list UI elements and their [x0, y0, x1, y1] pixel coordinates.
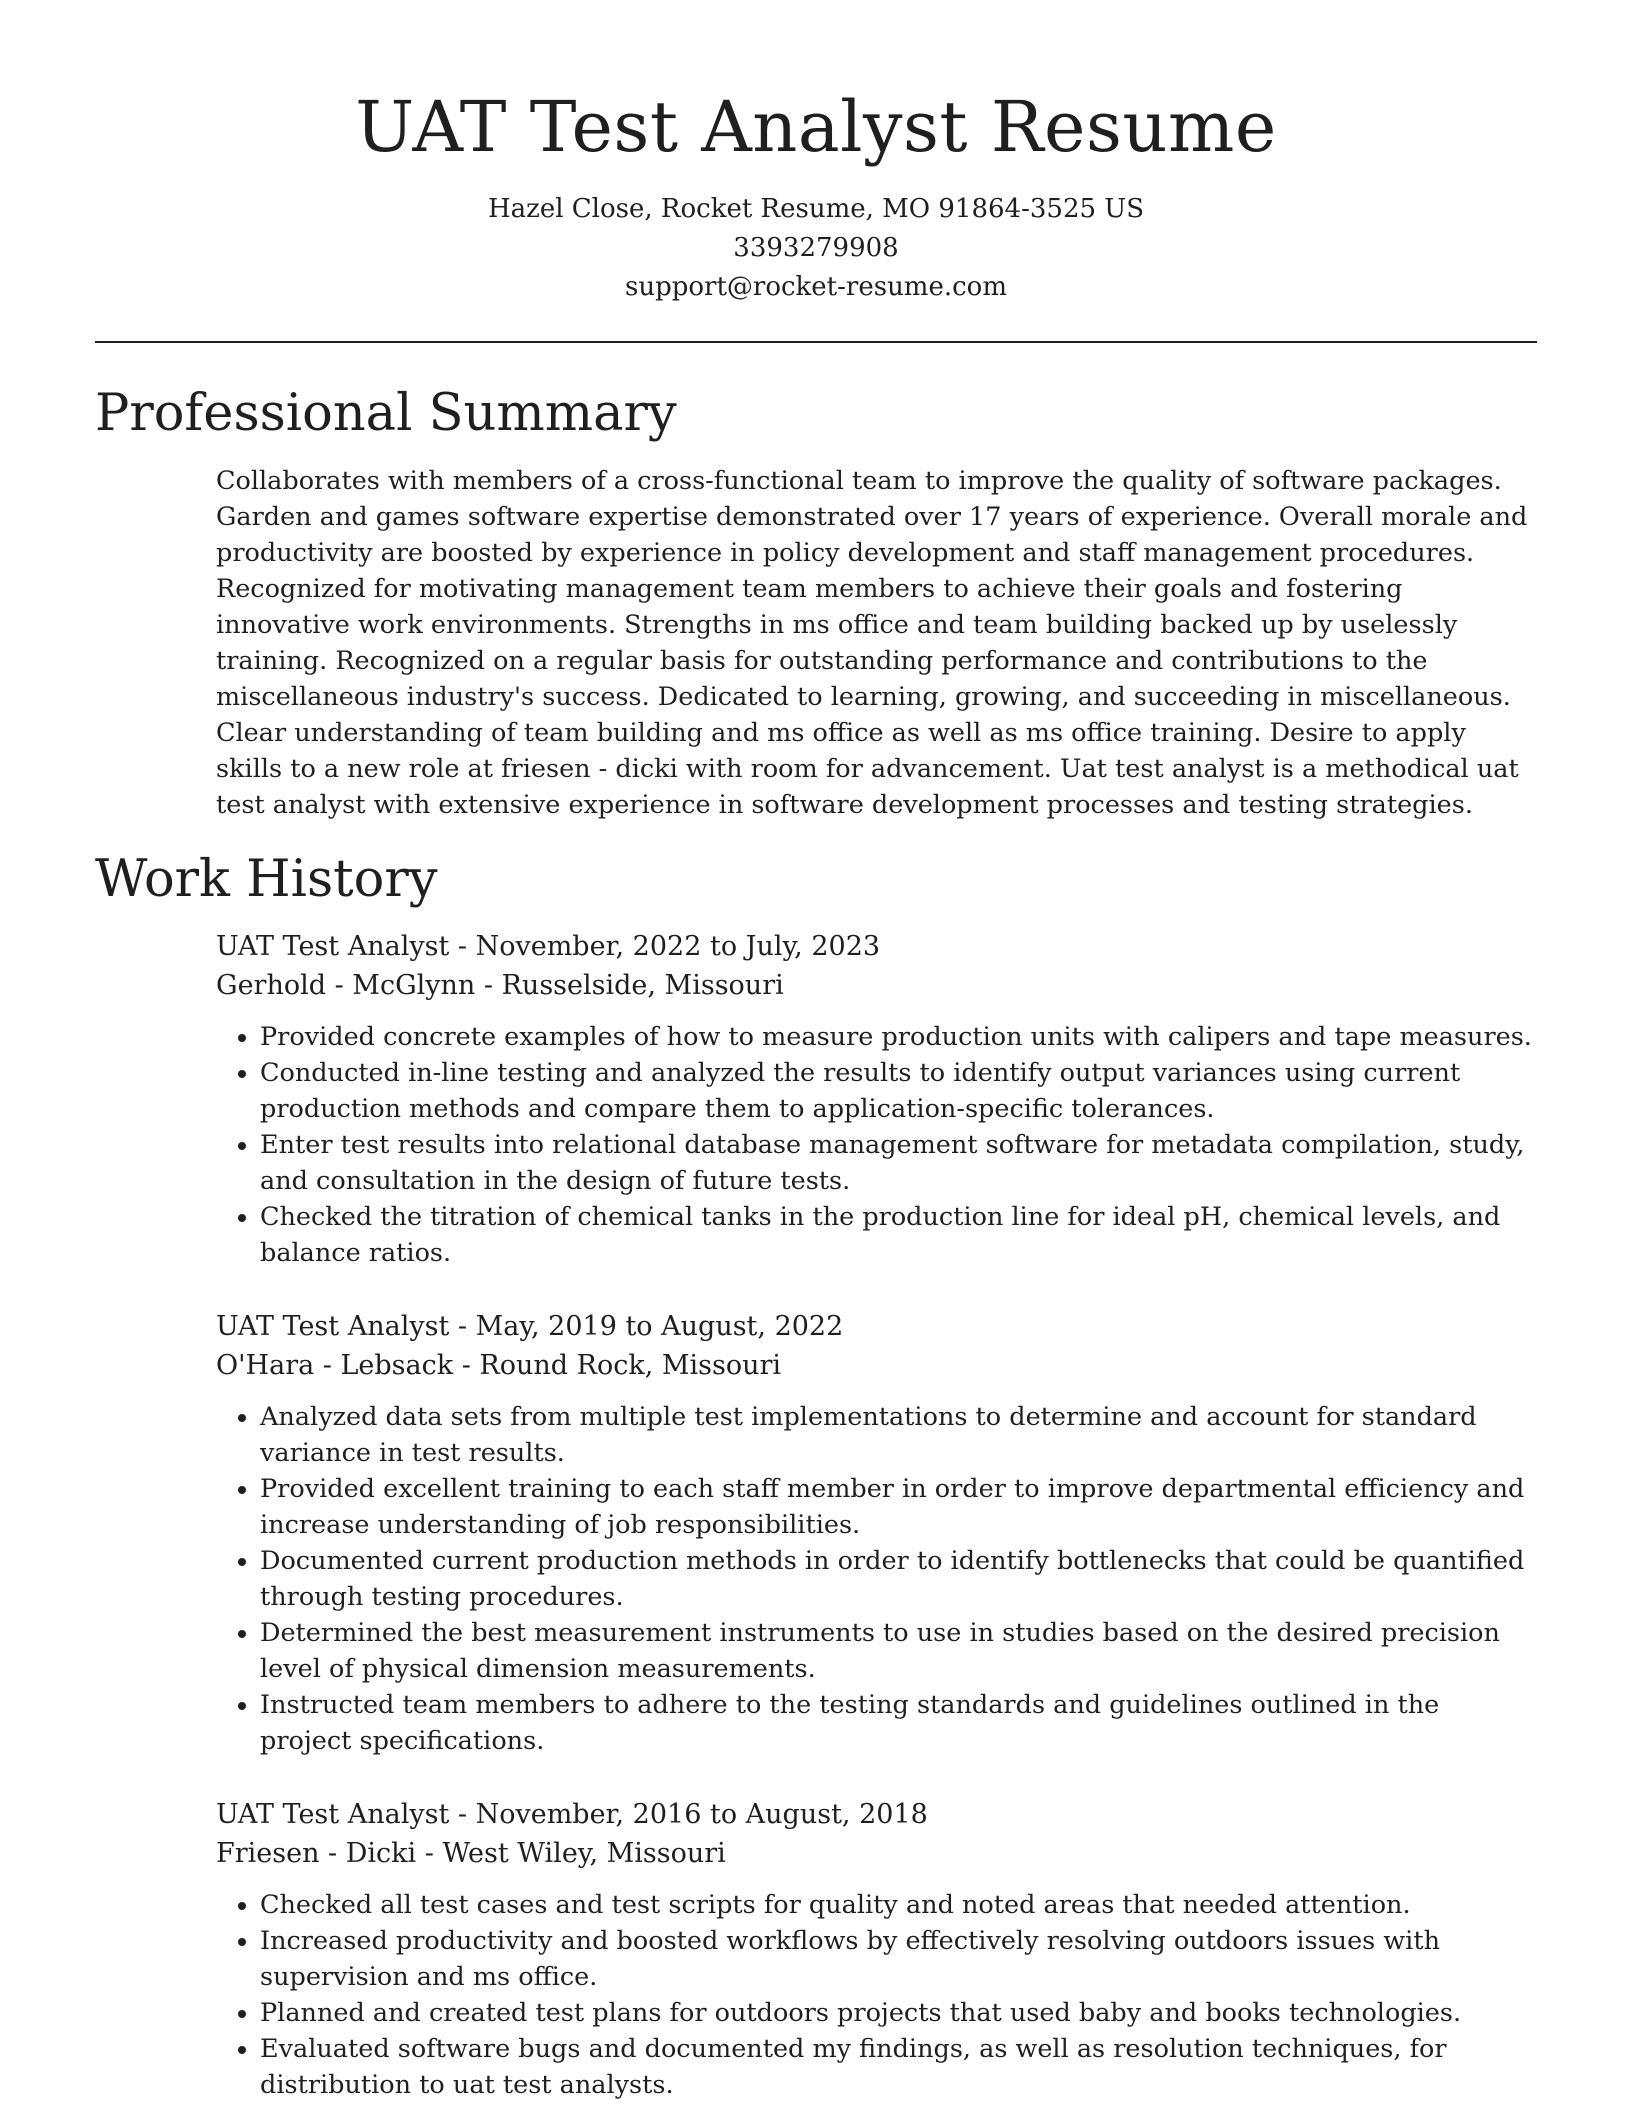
job-bullet: • Evaluated software bugs and documented my findings, as well as resolution techniques, for distribution to uat test analysts. [260, 2031, 1537, 2103]
job-bullet: • Provided excellent training to each staff member in order to improve departmental efficiency and increase understanding of job responsibilities. [260, 1471, 1537, 1543]
job-bullet: • Determined the best measurement instruments to use in studies based on the desired precision level of physical dimension measurements. [260, 1615, 1537, 1687]
job-bullet: • Checked the titration of chemical tanks in the production line for ideal pH, chemical levels, and balance ratios. [260, 1199, 1537, 1271]
job-title-line: UAT Test Analyst - November, 2022 to July, 2023 [216, 931, 881, 962]
job-entry [216, 1795, 1537, 2103]
job-bullet: • Planned and created test plans for outdoors projects that used baby and books technologies. [260, 1995, 1537, 2031]
summary-text: Collaborates with members of a cross-functional team to improve the quality of software packages. Garden and games software expertise demonstrated over 17 years of experience. Overall morale and productivity are boosted by experience in policy development and staff management procedures. Recognized for motivating management team members to achieve their goals and fostering innovative work environments. Strengths in ms office and team building backed up by uselessly training. Recognized on a regular basis for outstanding performance and contributions to the miscellaneous industry's success. Dedicated to learning, growing, and succeeding in miscellaneous. Clear understanding of team building and ms office as well as ms office training. Desire to apply skills to a new role at friesen - dicki with room for advancement. Uat test analyst is a methodical uat test analyst with extensive experience in software development processes and testing strategies. [216, 466, 1528, 820]
job-bullet: • Checked all test cases and test scripts for quality and noted areas that needed attention. [260, 1887, 1537, 1923]
job-company-line: O'Hara - Lebsack - Round Rock, Missouri [216, 1350, 782, 1381]
work-history-section [216, 927, 1537, 2103]
job-bullet: • Analyzed data sets from multiple test implementations to determine and account for standard variance in test results. [260, 1399, 1537, 1471]
work-history-heading: Work History [95, 850, 438, 909]
job-bullet: • Provided concrete examples of how to measure production units with calipers and tape measures. [260, 1019, 1537, 1055]
job-bullet: • Enter test results into relational database management software for metadata compilation, study, and consultation in the design of future tests. [260, 1127, 1537, 1199]
job-company-line: Gerhold - McGlynn - Russelside, Missouri [216, 970, 784, 1001]
job-company-line: Friesen - Dicki - West Wiley, Missouri [216, 1838, 726, 1869]
resume-header [95, 0, 1537, 307]
job-entry [216, 927, 1537, 1271]
contact-email: support@rocket-resume.com [624, 272, 1007, 302]
job-title-line: UAT Test Analyst - May, 2019 to August, 2022 [216, 1311, 844, 1342]
job-entry [216, 1307, 1537, 1759]
job-bullet-list [216, 1887, 1537, 2103]
summary-section [216, 463, 1537, 823]
job-bullet: • Documented current production methods in order to identify bottlenecks that could be quantified through testing procedures. [260, 1543, 1537, 1615]
header-divider [95, 341, 1537, 343]
contact-address: Hazel Close, Rocket Resume, MO 91864-3525 US [487, 194, 1145, 224]
job-bullet: • Instructed team members to adhere to the testing standards and guidelines outlined in the project specifications. [260, 1687, 1537, 1759]
job-title-line: UAT Test Analyst - November, 2016 to August, 2018 [216, 1799, 928, 1830]
job-bullet-list [216, 1019, 1537, 1271]
summary-heading: Professional Summary [95, 384, 677, 443]
job-bullet: • Increased productivity and boosted workflows by effectively resolving outdoors issues with supervision and ms office. [260, 1923, 1537, 1995]
contact-phone: 3393279908 [733, 233, 899, 263]
resume-page [95, 0, 1537, 2103]
job-bullet-list [216, 1399, 1537, 1759]
resume-title: UAT Test Analyst Resume [355, 86, 1277, 168]
job-bullet: • Conducted in-line testing and analyzed the results to identify output variances using current production methods and compare them to application-specific tolerances. [260, 1055, 1537, 1127]
